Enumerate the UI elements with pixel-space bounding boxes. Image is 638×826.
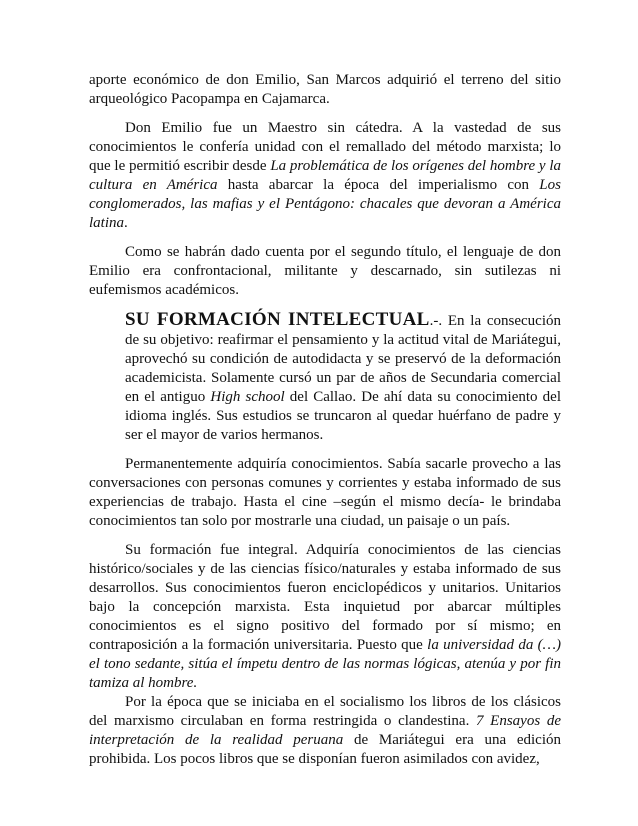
paragraph-text: Permanentemente adquiría conocimientos. Sabía sacarle provecho a las conversaciones con personas comunes y corrientes y estaba informado de sus experiencias de trabajo. Hasta el cine –según el mismo decía- le brindaba conocimientos tan solo por mostrarle una ciudad, un paisaje o un país.	[89, 456, 561, 529]
quotation: la universidad da (…) el tono sedante, sitúa el ímpetu dentro de las normas lógicas, atenúa y por fin tamiza al hombre.	[89, 637, 561, 691]
book-title-conglomerados: Los conglomerados, las mafias y el Pentágono: chacales que devoran a América latina	[89, 177, 561, 231]
paragraph-text: aporte económico de don Emilio, San Marcos adquirió el terreno del sitio arqueológico Pacopampa en Cajamarca.	[89, 72, 561, 107]
section-formacion-intelectual	[125, 310, 561, 445]
paragraph-lenguaje	[89, 243, 561, 300]
book-title-problematica: La problemática de los orígenes del hombre y la cultura en América	[89, 158, 562, 193]
paragraph-text: .	[124, 215, 128, 231]
school-name: High school	[210, 389, 285, 405]
paragraph-text: Su formación fue integral. Adquiría conocimientos de las ciencias histórico/sociales y de las ciencias físico/naturales y estaba informado de sus desarrollos. Sus conocimientos fueron enciclopédicos y unitarios. Unitarios bajo la concepción marxista. Esta inquietud por abarcar múltiples conocimientos es el signo positivo del formado por sí mismo; en contraposición a la formación universitaria. Puesto que	[89, 542, 561, 653]
paragraph-text: de Mariátegui era una edición prohibida. Los pocos libros que se disponían fueron asimilados con avidez,	[89, 732, 561, 767]
paragraph-libros	[89, 693, 561, 769]
paragraph-maestro	[89, 119, 561, 233]
paragraph-conocimientos	[89, 455, 561, 531]
document-body	[89, 71, 561, 779]
paragraph-text: En la consecución de su objetivo: reafirmar el pensamiento y la actitud vital de Mariátegui, aprovechó su condición de autodidacta y se preservó de la deformación academicista. Solamente cursó un par de años de Secundaria comercial en el antiguo	[125, 313, 561, 405]
paragraph-formacion-integral	[89, 541, 561, 693]
paragraph-text: Don Emilio fue un Maestro sin cátedra. A la vastedad de sus conocimientos le confería unidad con el remallado del método marxista; lo que le permitió escribir desde	[89, 120, 561, 174]
paragraph-text: hasta abarcar la época del imperialismo con	[217, 177, 540, 193]
paragraph-text: Como se habrán dado cuenta por el segundo título, el lenguaje de don Emilio era confrontacional, militante y descarnado, sin sutilezas ni eufemismos académicos.	[89, 244, 561, 298]
book-title-7-ensayos: 7 Ensayos de interpretación de la realidad peruana	[89, 713, 561, 748]
paragraph-continuation	[89, 71, 561, 109]
paragraph-text: del Callao. De ahí data su conocimiento del idioma inglés. Sus estudios se truncaron al quedar huérfano de padre y ser el mayor de varios hermanos.	[125, 389, 561, 443]
section-heading-suffix: .-.	[429, 313, 443, 329]
paragraph-text: Por la época que se iniciaba en el socialismo los libros de los clásicos del marxismo circulaban en forma restringida o clandestina.	[89, 694, 561, 729]
section-heading: SU FORMACIÓN INTELECTUAL	[125, 309, 430, 330]
